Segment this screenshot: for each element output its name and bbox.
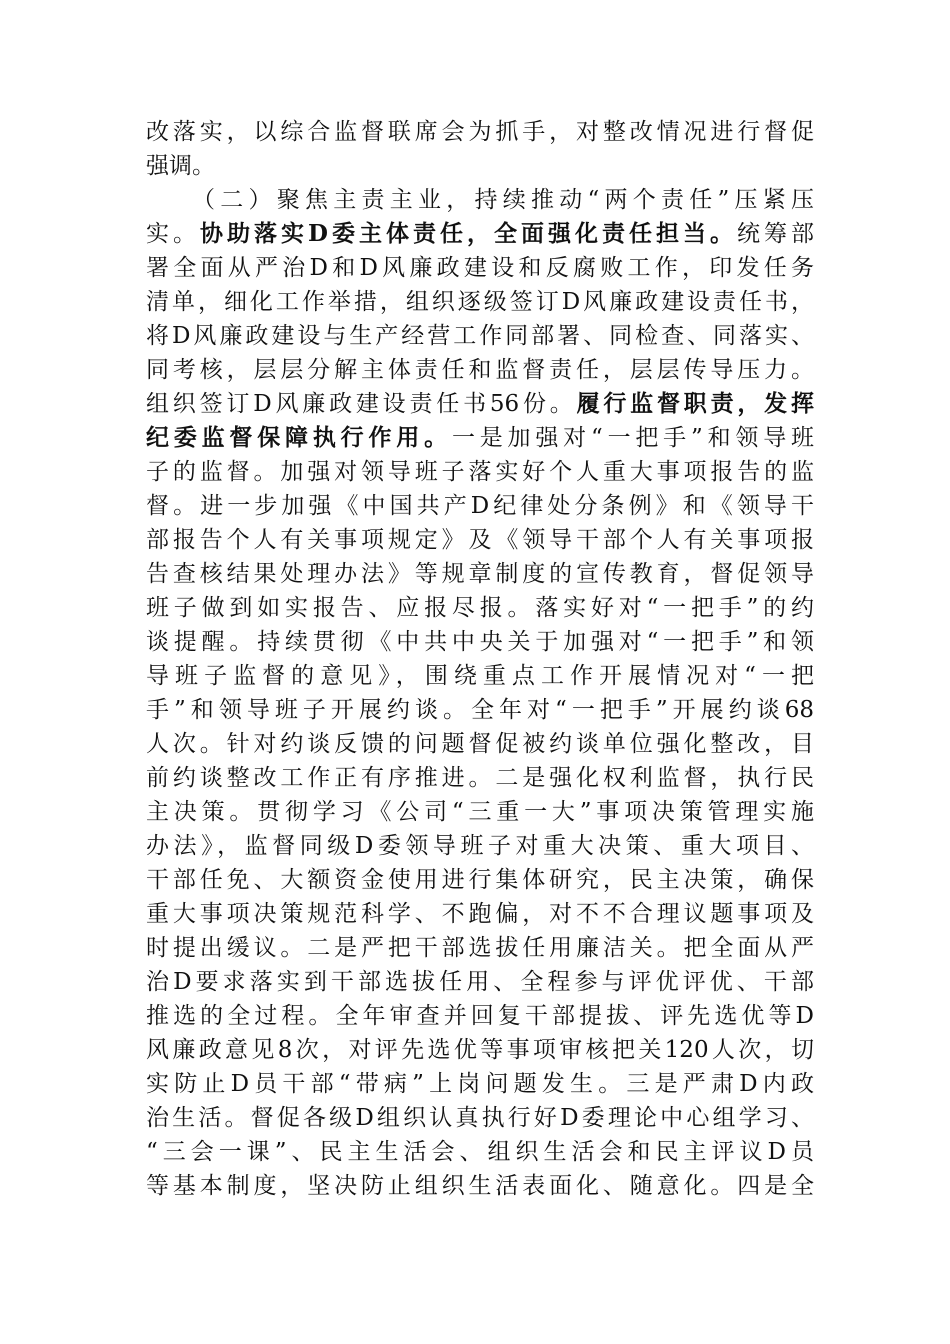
text-line [146, 1033, 814, 1067]
text-segment: 实。 [146, 221, 201, 247]
text-line [146, 149, 814, 183]
bold-text-segment: 履行监督职责，发挥 [576, 390, 814, 417]
text-segment: 风廉政意见8次，对评先选优等事项审核把关120人次，切 [146, 1037, 814, 1063]
text-line [146, 625, 814, 659]
text-line [146, 965, 814, 999]
text-line [146, 999, 814, 1033]
text-segment: 手”和领导班子开展约谈。全年对“一把手”开展约谈68 [146, 697, 814, 723]
text-segment: 重大事项决策规范科学、不跑偏，对不不合理议题事项及 [146, 901, 814, 927]
text-line [146, 251, 814, 285]
text-segment: 班子做到如实报告、应报尽报。落实好对“一把手”的约 [146, 595, 814, 621]
text-segment: 一是加强对“一把手”和领导班 [451, 425, 814, 451]
text-segment: 前约谈整改工作正有序推进。二是强化权利监督，执行民 [146, 765, 814, 791]
text-line [146, 421, 814, 455]
text-segment: （二）聚焦主责主业，持续推动“两个责任”压紧压 [192, 187, 814, 213]
text-segment: 时提出缓议。二是严把干部选拔任用廉洁关。把全面从严 [146, 935, 814, 961]
text-line [146, 863, 814, 897]
text-line [146, 285, 814, 319]
text-segment: 署全面从严治D和D风廉政建设和反腐败工作，印发任务 [146, 255, 814, 281]
text-line [146, 319, 814, 353]
text-segment: 子的监督。加强对领导班子落实好个人重大事项报告的监 [146, 459, 814, 485]
text-segment: 督。进一步加强《中国共产D纪律处分条例》和《领导干 [146, 493, 814, 519]
text-segment: 部报告个人有关事项规定》及《领导干部个人有关事项报 [146, 527, 814, 553]
text-line [146, 795, 814, 829]
text-segment: 主决策。贯彻学习《公司“三重一大”事项决策管理实施 [146, 799, 814, 825]
bold-text-segment: 协助落实D委主体责任，全面强化责任担当。 [200, 220, 737, 247]
text-line [146, 115, 814, 149]
text-line [146, 931, 814, 965]
text-segment: 推选的全过程。全年审查并回复干部提拔、评先选优等D [146, 1003, 814, 1029]
text-line [146, 489, 814, 523]
text-segment: 统筹部 [737, 221, 815, 247]
text-line [146, 761, 814, 795]
text-segment: 组织签订D风廉政建设责任书56份。 [146, 391, 577, 417]
bold-text-segment: 纪委监督保障执行作用。 [146, 424, 452, 451]
text-segment: 实防止D员干部“带病”上岗问题发生。三是严肃D内政 [146, 1071, 814, 1097]
text-segment: 将D风廉政建设与生产经营工作同部署、同检查、同落实、 [146, 323, 814, 349]
text-segment: 办法》，监督同级D委领导班子对重大决策、重大项目、 [146, 833, 814, 859]
text-line [146, 387, 814, 421]
text-line [146, 1135, 814, 1169]
text-segment: “三会一课”、民主生活会、组织生活会和民主评议D员 [146, 1139, 814, 1165]
text-line [146, 1101, 814, 1135]
text-segment: 谈提醒。持续贯彻《中共中央关于加强对“一把手”和领 [146, 629, 814, 655]
text-line [146, 727, 814, 761]
text-line [146, 659, 814, 693]
text-line [146, 829, 814, 863]
text-segment: 导班子监督的意见》，围绕重点工作开展情况对“一把 [146, 663, 814, 689]
text-segment: 告查核结果处理办法》等规章制度的宣传教育，督促领导 [146, 561, 814, 587]
text-line [146, 1067, 814, 1101]
text-segment: 同考核，层层分解主体责任和监督责任，层层传导压力。 [146, 357, 814, 383]
text-line [146, 557, 814, 591]
text-segment: 改落实，以综合监督联席会为抓手，对整改情况进行督促 [146, 119, 814, 145]
text-segment: 清单，细化工作举措，组织逐级签订D风廉政建设责任书， [146, 289, 814, 315]
text-segment: 治生活。督促各级D组织认真执行好D委理论中心组学习、 [146, 1105, 814, 1131]
text-line [146, 455, 814, 489]
text-line [146, 693, 814, 727]
text-line [146, 897, 814, 931]
text-segment: 等基本制度，坚决防止组织生活表面化、随意化。四是全 [146, 1173, 814, 1199]
text-line [146, 523, 814, 557]
text-line [146, 217, 814, 251]
text-line [146, 183, 814, 217]
text-segment: 治D要求落实到干部选拔任用、全程参与评优评优、干部 [146, 969, 814, 995]
text-segment: 人次。针对约谈反馈的问题督促被约谈单位强化整改，目 [146, 731, 814, 757]
text-line [146, 1169, 814, 1203]
text-line [146, 591, 814, 625]
text-segment: 强调。 [146, 153, 215, 179]
text-segment: 干部任免、大额资金使用进行集体研究，民主决策，确保 [146, 867, 814, 893]
text-line [146, 353, 814, 387]
body-text [146, 115, 814, 1203]
